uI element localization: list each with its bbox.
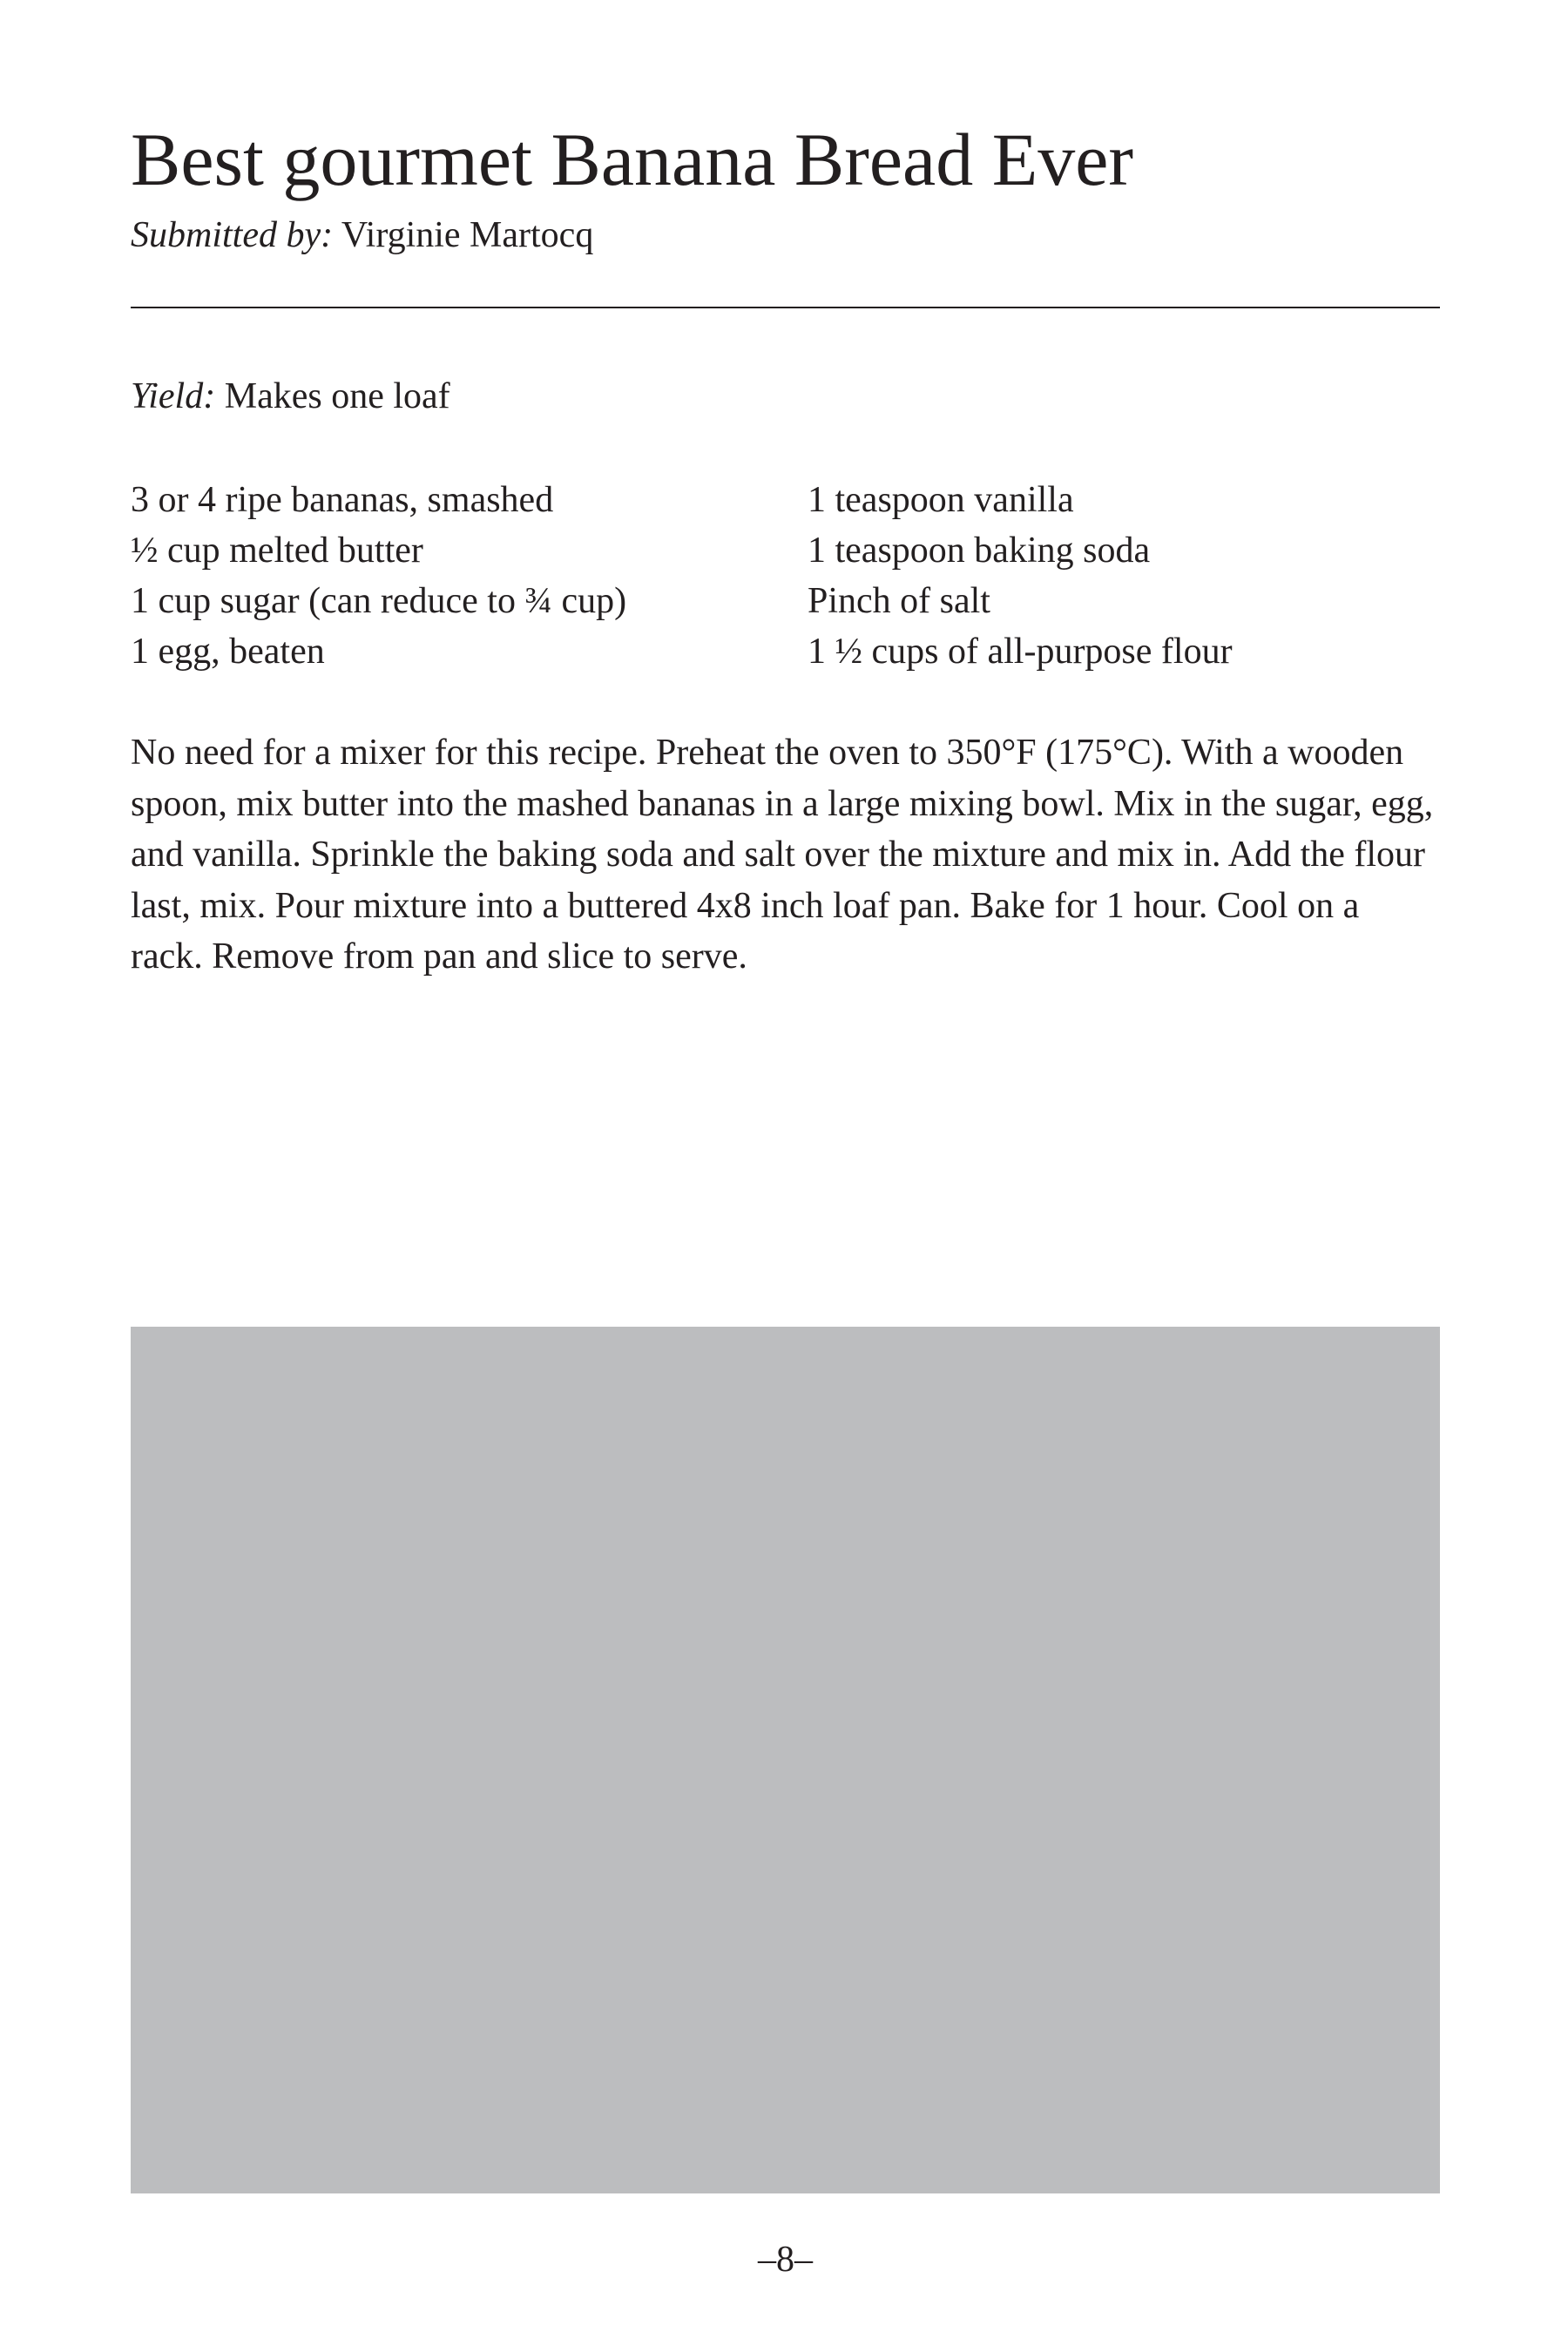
ingredients-list-right (808, 475, 1233, 677)
submitted-by-line (131, 211, 593, 260)
ingredient-item: 1 teaspoon baking soda (808, 531, 1151, 571)
yield-line (131, 372, 450, 421)
page-number: –8– (758, 2240, 813, 2280)
submitted-by-name: Virginie Martocq (341, 215, 594, 255)
photo-placeholder (131, 1327, 1440, 2193)
recipe-directions: No need for a mixer for this recipe. Preheat the oven to 350°F (175°C). With a wooden spoon, mix butter into the mashed bananas in a large mixing bowl. Mix in the sugar, egg, and vanilla. Sprinkle the baking soda and salt over the mixture and mix in. Add the flour last, mix. Pour mixture into a buttered 4x8 inch loaf pan. Bake for 1 hour. Cool on a rack. Remove from pan and slice to serve. (131, 733, 1434, 977)
yield-label: Yield: (131, 376, 216, 416)
ingredient-item: 1 teaspoon vanilla (808, 480, 1074, 520)
ingredient-item: 1 egg, beaten (131, 632, 325, 672)
ingredient-item: Pinch of salt (808, 581, 990, 621)
ingredient-item: 1 ½ cups of all-purpose flour (808, 632, 1233, 672)
submitted-by-label: Submitted by: (131, 215, 334, 255)
title-divider (131, 307, 1440, 308)
yield-value: Makes one loaf (224, 376, 450, 416)
ingredient-item: 1 cup sugar (can reduce to ¾ cup) (131, 581, 627, 621)
ingredient-item: ½ cup melted butter (131, 531, 423, 571)
recipe-title: Best gourmet Banana Bread Ever (131, 118, 1134, 201)
recipe-page (131, 0, 1440, 2352)
ingredient-item: 3 or 4 ripe bananas, smashed (131, 480, 554, 520)
ingredients-list-left (131, 475, 626, 677)
